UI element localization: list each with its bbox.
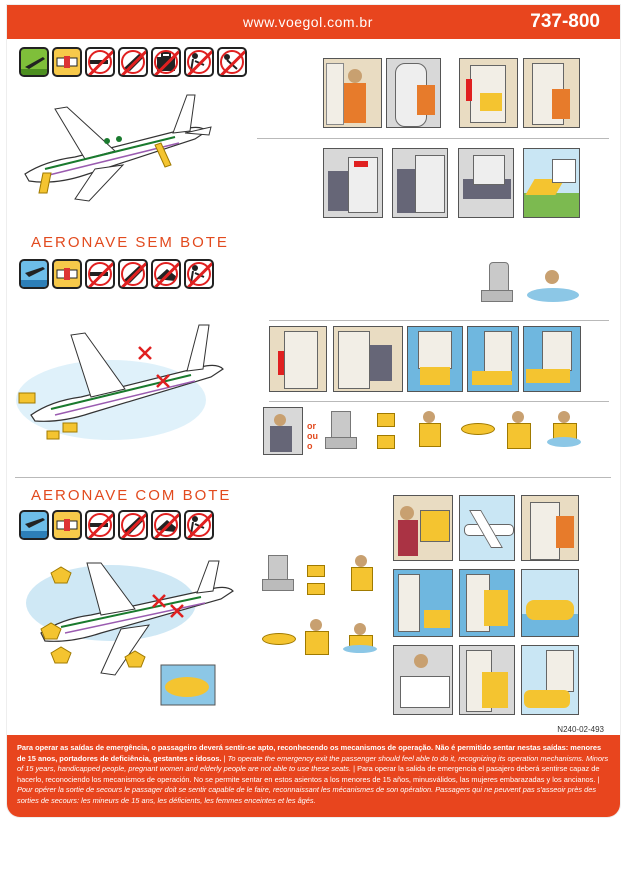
raft-step-5-panel [459, 569, 515, 637]
notice-spanish: | Para operar la salida de emergencia el pasajero deberá sentirse capaz de hacerlo, reconociendo los mecanismos de operación. No se permite sentar en estos asientos a los menores de 15 años, minusválidos, las mujeres embarazadas y los ancianos. [17, 764, 600, 784]
no-baggage-icon [151, 47, 181, 77]
divider-line [257, 138, 609, 139]
raft-step-2-panel [459, 495, 515, 561]
water-landing-icon [19, 259, 49, 289]
aircraft-raft-diagram [21, 553, 247, 713]
ditch-step-3-panel [407, 326, 463, 392]
aircraft-model: 737-800 [530, 11, 600, 32]
raft-step-4-panel [393, 569, 453, 637]
raft-step-7-panel [393, 645, 453, 715]
notice-english: | To operate the emergency exit the passenger should feel able to do it, recognizing its operation mechanisms. Minors of 15 years, handicapped people, pregnant women and elderly people are not able to use these seats. [17, 753, 609, 774]
raft-step-9-panel [521, 645, 579, 715]
no-high-heels-icon [118, 510, 148, 540]
ditch-step-4-panel [467, 326, 519, 392]
takeoff-icon [19, 47, 49, 77]
no-pushing-icon [184, 510, 214, 540]
notice-portuguese: Para operar as saídas de emergência, o passageiro deverá sentir-se apto, reconhecendo os mecanismos de operação. Não é permitido sentar nestas saídas: menores de 15 anos, portadores de deficiência, gestantes e idosos. [17, 743, 602, 763]
seat-cushion-figure [477, 260, 519, 312]
section-divider [15, 477, 611, 478]
vest-unpack-figure [303, 563, 329, 597]
vest-step-1-panel [263, 407, 303, 455]
section-title-no-raft: AERONAVE SEM BOTE [31, 234, 229, 251]
no-pushing-icon [184, 47, 214, 77]
vest-in-water-figure [547, 407, 581, 455]
no-shoes-icon [151, 510, 181, 540]
aircraft-exit-diagram [15, 89, 215, 209]
raft-step-1-panel [393, 495, 453, 561]
exit-step-1-panel [323, 58, 382, 128]
ditch-step-5-panel [523, 326, 581, 392]
no-smoking-icon [85, 510, 115, 540]
header-bar [7, 5, 620, 39]
seatbelt-icon [52, 47, 82, 77]
no-shoes-icon [151, 259, 181, 289]
ditch-step-2-panel [333, 326, 403, 392]
section-title-with-raft: AERONAVE COM BOTE [31, 487, 232, 504]
no-smoking-icon [85, 259, 115, 289]
footer-notice [7, 735, 620, 817]
vest-inflated-figure [501, 407, 535, 455]
notice-french: | Pour opérer la sortie de secours le passager doit se sentir capable de le faire, reconnaissant les mécanismes de son opération. Passagers qui ne peuvent pas s'asseoir près des sorties de secours: les mineurs de 15 ans, les déficients, les femmes enceintes et les âgés. [17, 774, 600, 805]
ditching-icon-row [19, 259, 214, 289]
seatbelt-icon [52, 259, 82, 289]
document-code: N240-02-493 [557, 725, 604, 734]
exit-step-5-panel [323, 148, 383, 218]
exit-row-notice-text [17, 743, 609, 807]
ditch-step-1-panel [269, 326, 327, 392]
no-high-heels-icon [118, 259, 148, 289]
divider-line [269, 320, 609, 321]
vest-donning-figure [343, 553, 379, 597]
raft-step-6-panel [521, 569, 579, 637]
no-slide-jump-icon [217, 47, 247, 77]
exit-step-2-panel [386, 58, 441, 128]
website-url: www.voegol.com.br [243, 14, 373, 30]
no-high-heels-icon [118, 47, 148, 77]
exit-icon-row [19, 47, 247, 77]
no-pushing-icon [184, 259, 214, 289]
seat-figure [260, 553, 296, 597]
vest-unpack-figure [373, 409, 399, 455]
exit-step-6-panel [392, 148, 448, 218]
safety-card [6, 4, 621, 818]
exit-step-3-panel [459, 58, 518, 128]
seat-figure [323, 409, 359, 455]
exit-step-8-panel [523, 148, 580, 218]
vest-donning-figure [409, 407, 449, 455]
aircraft-ditching-diagram [11, 305, 241, 455]
divider-line [269, 401, 609, 402]
no-smoking-icon [85, 47, 115, 77]
seatbelt-icon [52, 510, 82, 540]
raft-step-8-panel [459, 645, 515, 715]
exit-step-7-panel [458, 148, 514, 218]
vest-straps-figure [260, 627, 296, 649]
floating-passenger-figure [527, 262, 579, 312]
exit-step-4-panel [523, 58, 580, 128]
or-label: or ou o [307, 421, 318, 451]
vest-in-water-figure [343, 621, 377, 655]
vest-inflated-figure [299, 617, 333, 657]
water-landing-icon [19, 510, 49, 540]
vest-straps-figure [459, 415, 495, 445]
raft-step-3-panel [521, 495, 579, 561]
raft-icon-row [19, 510, 214, 540]
